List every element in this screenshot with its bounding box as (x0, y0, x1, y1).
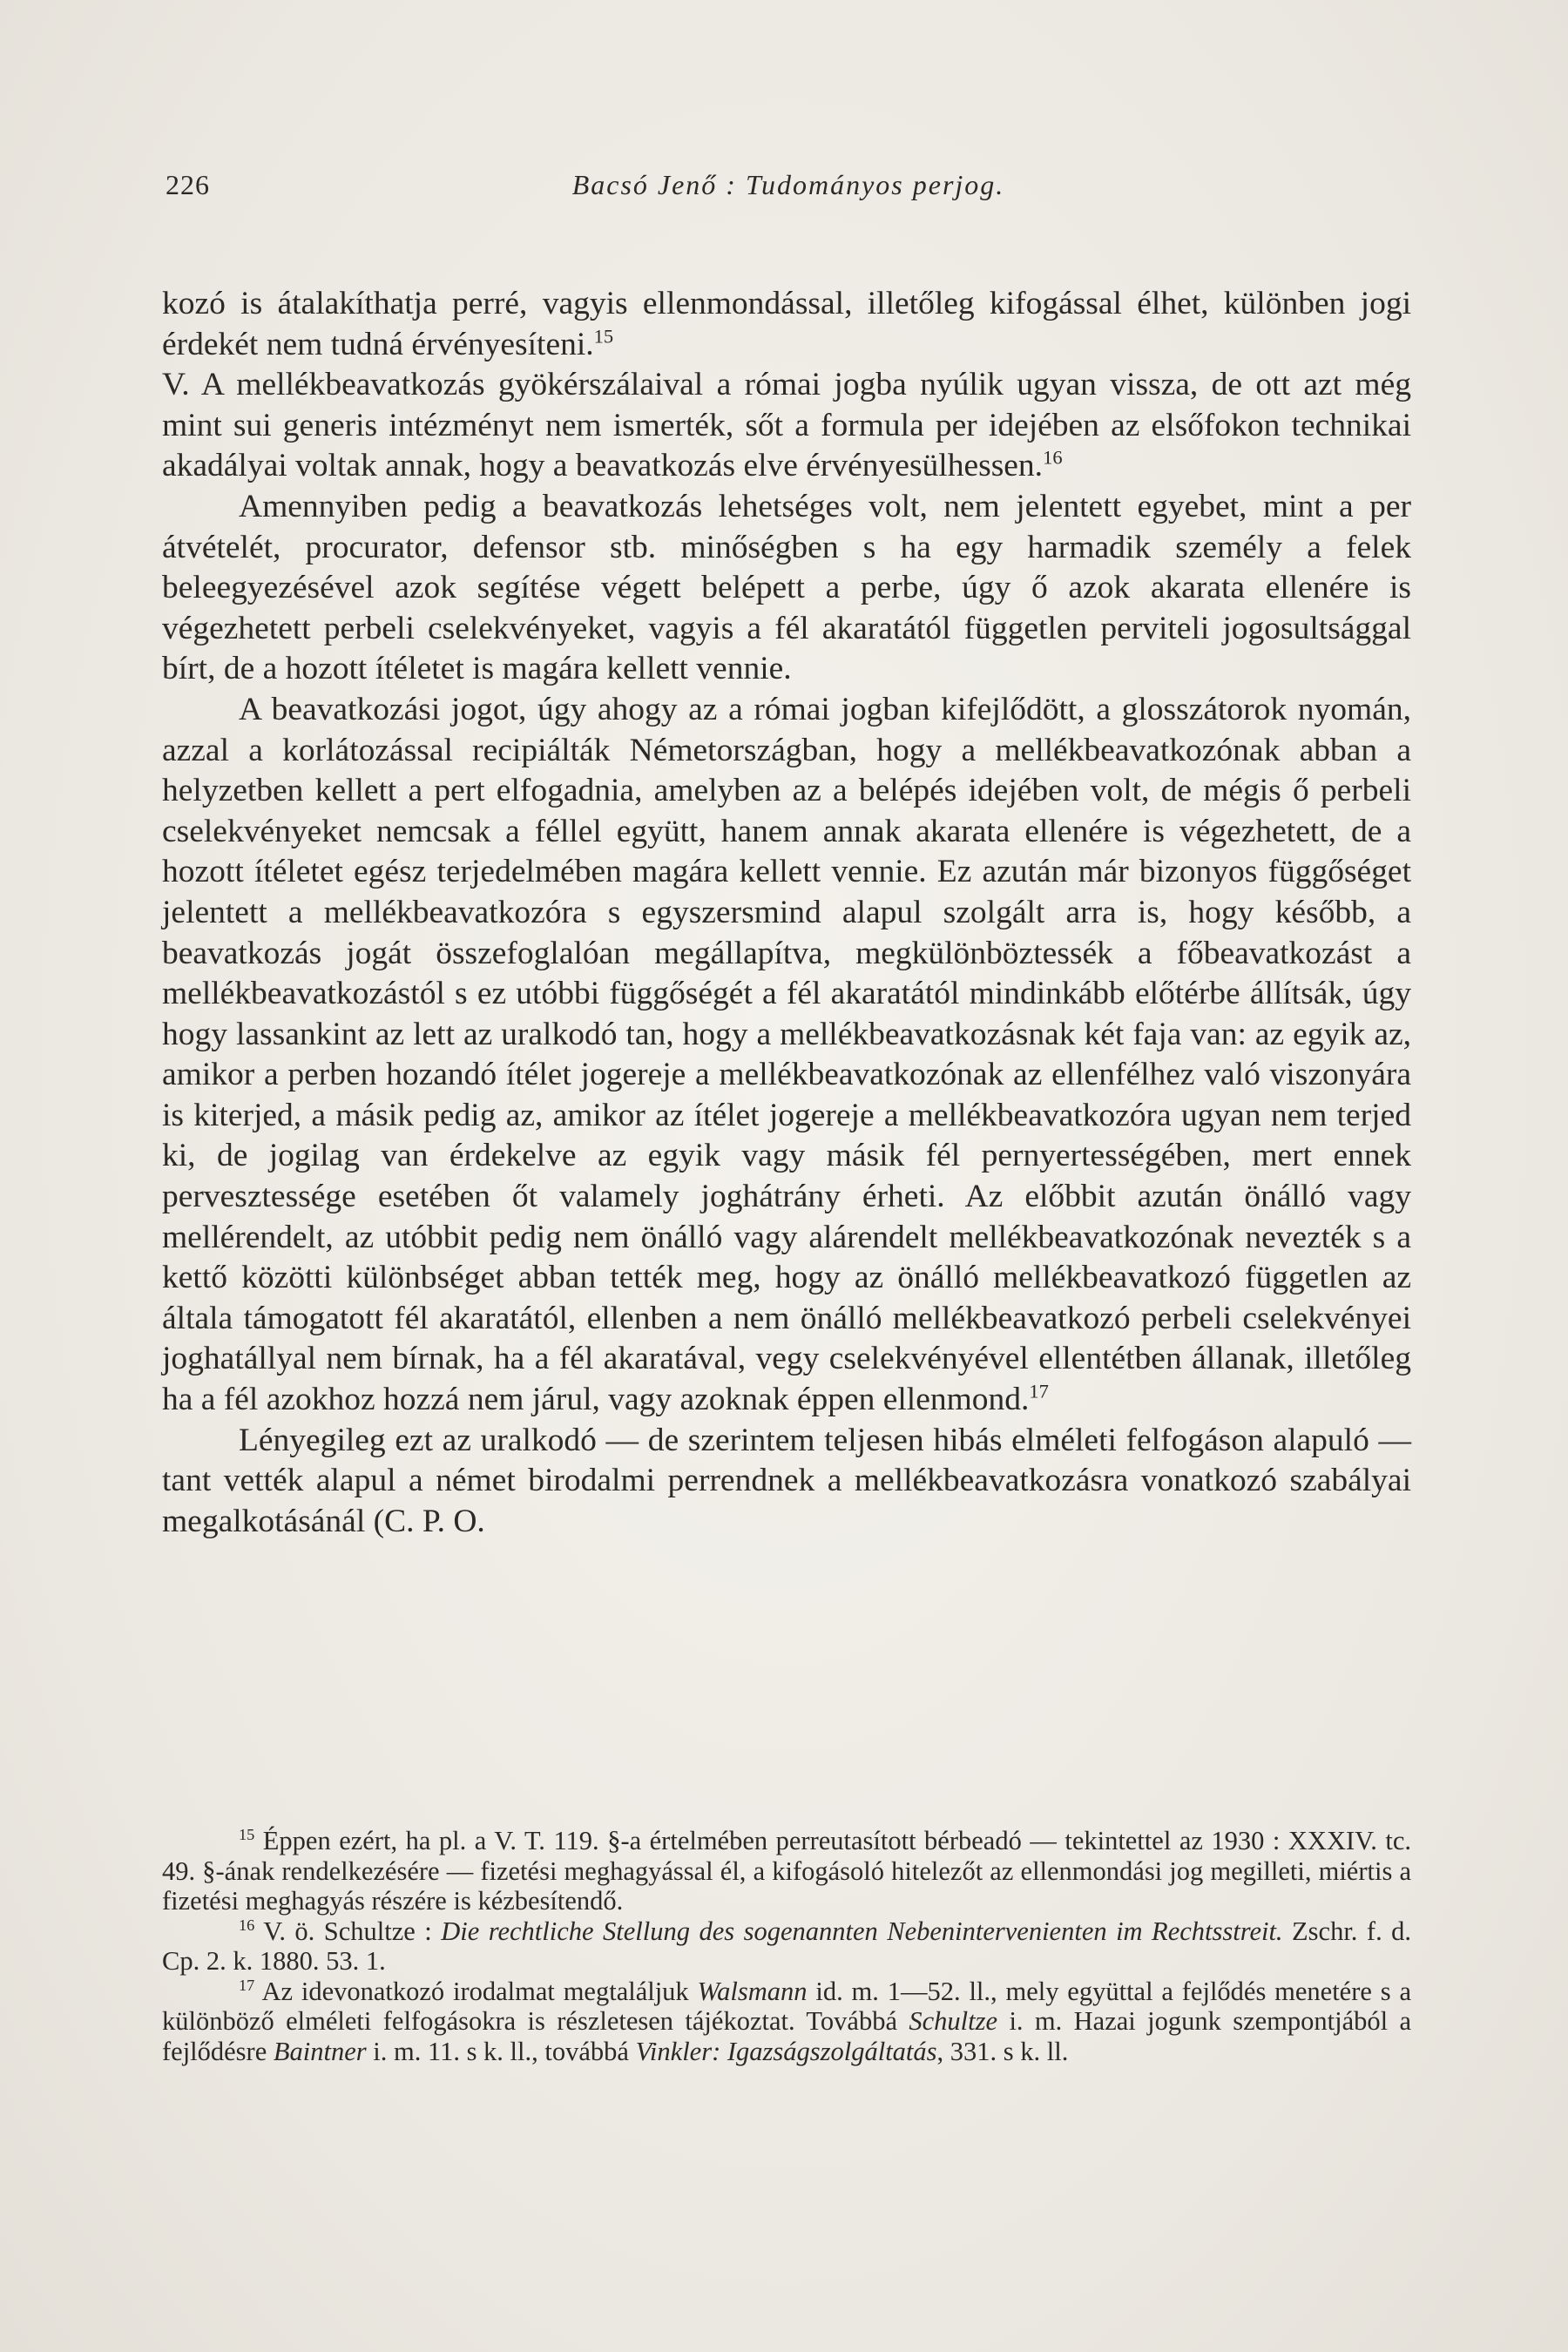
paragraph-1-text: kozó is átalakíthatja perré, vagyis ellenmondással, illetőleg kifogással élhet, különben jogi érdekét nem tudná érvényesíteni. (162, 286, 1411, 362)
paragraph-2-text: V. A mellékbeavatkozás gyökérszálaival a római jogba nyúlik ugyan vissza, de ott azt még mint sui generis intézményt nem ismerték, sőt a formula per idejében az elsőfokon technikai akadályai voltak annak, hogy a beavatkozás elve érvényesülhessen. (162, 367, 1411, 484)
footnote-16 (162, 1916, 1411, 1977)
footnote-ref-16: 16 (1043, 446, 1063, 469)
page-number: 226 (166, 169, 210, 200)
footnote-mark: 16 (239, 1916, 255, 1934)
paragraph-1 (162, 284, 1411, 365)
paragraph-4-text: A beavatkozási jogot, úgy ahogy az a római jogban kifejlődött, a glosszátorok nyomán, azzal a korlátozással recipiálták Németországban, hogy a mellékbeavatkozónak abban a helyzetben kellett a pert elfogadnia, amelyben az a belépés idejében volt, de mégis ő perbeli cselekvényeket nemcsak a féllel együtt, hanem annak akarata ellenére is végezhetett, de a hozott ítéletet egész terjedelmében magára kellett vennie. Ez azután már bizonyos függőséget jelentett a mellékbeavatkozóra s egyszersmind alapul szolgált arra is, hogy később, a beavatkozás jogát összefoglalóan megállapítva, megkülönböztessék a főbeavatkozást a mellékbeavatkozástól s ez utóbbi függőségét a fél akaratától mindinkább előtérbe állítsák, úgy hogy lassankint az lett az uralkodó tan, hogy a mellékbeavatkozásnak két faja van: az egyik az, amikor a perben hozandó ítélet jogereje a mellékbeavatkozónak az ellenfélhez való viszonyára is kiterjed, a másik pedig az, amikor az ítélet jogereje a mellékbeavatkozóra ugyan nem terjed ki, de jogilag van érdekelve az egyik vagy másik fél pernyertességében, mert ennek pervesztessége esetében őt valamely joghátrány érheti. Az előbbit azután önálló vagy mellérendelt, az utóbbit pedig nem önálló vagy alárendelt mellékbeavatkozónak nevezték s a kettő közötti különbséget abban tették meg, hogy az önálló mellékbeavatkozó független az általa támogatott fél akaratától, ellenben a nem önálló mellékbeavatkozó perbeli cselekvényei joghatállyal nem bírnak, ha a fél akaratával, vegy cselekvényével ellentétben állanak, illetőleg ha a fél azokhoz hozzá nem járul, vagy azoknak éppen ellenmond. (162, 691, 1411, 1418)
paragraph-3: Amennyiben pedig a beavatkozás lehetséges volt, nem jelentett egyebet, mint a per átvételét, procurator, defensor stb. minőségben s ha egy harmadik személy a felek beleegyezésével azok segítése végett belépett a perbe, úgy ő azok akarata ellenére is végezhetett perbeli cselekvényeket, vagyis a fél akaratától független perviteli jogosultsággal bírt, de a hozott ítéletet is magára kellett vennie. (162, 488, 1411, 687)
cited-author: Walsmann (697, 1976, 808, 2006)
running-head: Bacsó Jenő : Tudományos perjog. (571, 169, 1005, 200)
main-text (162, 284, 1411, 1542)
page-header (166, 166, 1411, 204)
cited-author: Baintner (273, 2036, 367, 2066)
footnote-17: $^{17}$ Az idevonatkozó irodalmat megtaláljuk Walsmann id. m. 1—52. ll., mely együttal a fejlődés menetére s a különböző elméleti felfogásokra is részletesen tájékoztat. Továbbá Schultze i. m. Hazai jogunk szempontjából a fejlődésre Baintner i. m. 11. s k. ll., továbbá Vinkler: Igazságszolgáltatás, 331. s k. ll. (162, 1976, 1412, 2066)
paragraph-4 (162, 690, 1411, 1421)
footnote-text: i. m. 11. s k. ll., továbbá (373, 2036, 629, 2066)
paragraph-5: Lényegileg ezt az uralkodó — de szerintem teljesen hibás elméleti felfogáson alapuló — tant vették alapul a német birodalmi perrendnek a mellékbeavatkozásra vonatkozó szabályai megalkotásánál (C. P. O. (162, 1422, 1411, 1539)
footnote-text: id. m. 1—52. ll., mely együttal a fejlődés menetére s a különböző elméleti felfogásokra is részletesen tájékoztat. Továbbá (162, 1976, 1411, 2036)
footnote-mark: 15 (239, 1825, 255, 1843)
footnote-text: Az idevonatkozó irodalmat megtaláljuk (261, 1976, 689, 2006)
footnote-text: i. m. Hazai jogunk szempontjából a fejlődésre (162, 2006, 1412, 2066)
footnote-ref-15: 15 (593, 325, 614, 348)
cited-title: Igazságszolgáltatás (727, 2036, 937, 2066)
cited-author: Schultze (909, 2006, 998, 2036)
footnote-text: V. ö. Schultze : (263, 1916, 432, 1946)
paragraph-2 (162, 365, 1411, 487)
cited-title: Die rechtliche Stellung des sogenannten Nebenintervenienten im Rechtsstreit. (441, 1916, 1283, 1946)
footnote-mark: 17 (239, 1976, 255, 1994)
footnote-15 (162, 1826, 1411, 1916)
footnote-text: Zschr. f. d. Cp. 2. k. 1880. 53. 1. (162, 1916, 1412, 1976)
footnote-ref-17: 17 (1029, 1380, 1049, 1402)
footnotes (162, 1826, 1411, 2066)
cited-author: Vinkler: (635, 2036, 721, 2066)
footnote-text: Éppen ezért, ha pl. a V. T. 119. §-a értelmében perreutasított bérbeadó — tekintettel az 1930 : XXXIV. tc. 49. §-ának rendelkezésére — fizetési meghagyással él, a kifogásoló hitelezőt az ellenmondási jog megilleti, miértis a fizetési meghagyás részére is kézbesítendő. (162, 1826, 1412, 1916)
footnote-text: 331. s k. ll. (950, 2036, 1069, 2066)
